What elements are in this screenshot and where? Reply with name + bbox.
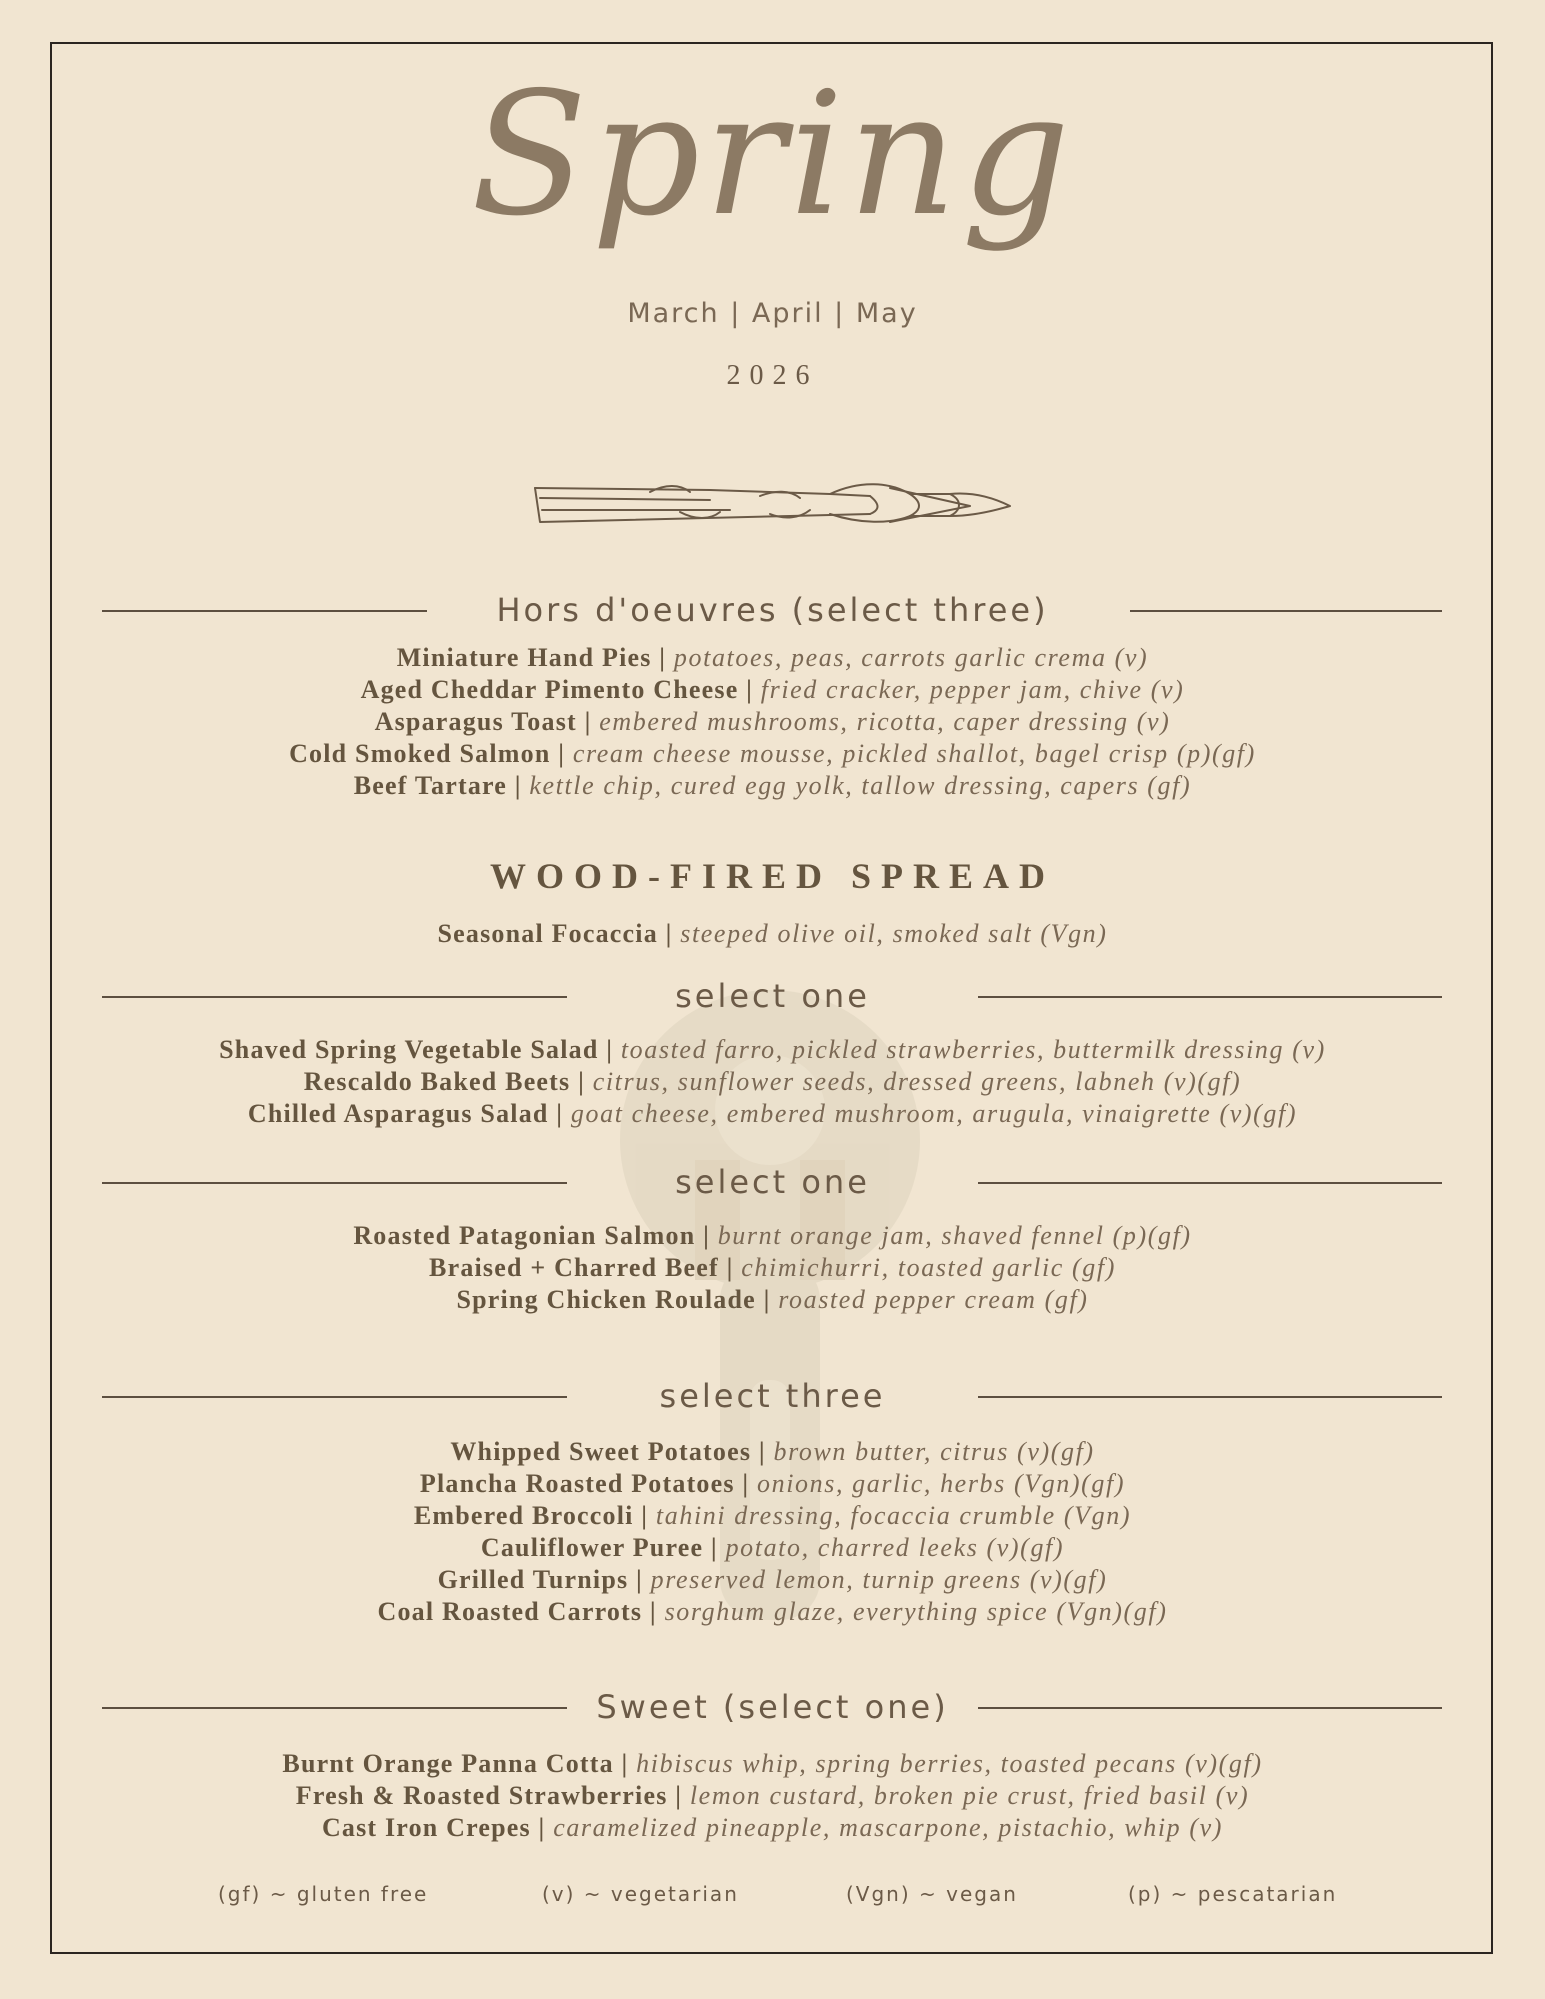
sweet-list (0, 1748, 1545, 1844)
dish-name: Fresh & Roasted Strawberries (295, 1781, 668, 1810)
menu-item (0, 1034, 1545, 1066)
menu-item (0, 706, 1545, 738)
menu-item (0, 1812, 1545, 1844)
menu-item (0, 1066, 1545, 1098)
separator: | (726, 1253, 734, 1282)
dish-name: Cast Iron Crepes (321, 1813, 531, 1842)
menu-item (0, 1436, 1545, 1468)
separator: | (763, 1285, 771, 1314)
section-title: select three (659, 1377, 886, 1415)
menu-item (0, 918, 1545, 950)
separator: | (703, 1221, 710, 1250)
section-title-wood-fired-spread: WOOD-FIRED SPREAD (489, 856, 1055, 896)
separator: | (742, 1469, 750, 1498)
dish-name: Shaved Spring Vegetable Salad (219, 1035, 599, 1064)
dish-name: Cauliflower Puree (480, 1533, 704, 1562)
menu-item (0, 1596, 1545, 1628)
dish-description: cream cheese mousse, pickled shallot, bagel crisp (p)(gf) (572, 739, 1256, 768)
dish-description: chimichurri, toasted garlic (gf) (741, 1253, 1116, 1282)
separator: | (538, 1813, 546, 1842)
dish-description: embered mushrooms, ricotta, caper dressing (v) (599, 707, 1171, 736)
dish-description: sorghum glaze, everything spice (Vgn)(gf) (664, 1597, 1168, 1626)
dish-description: citrus, sunflower seeds, dressed greens, labneh (v)(gf) (592, 1067, 1242, 1096)
dish-description: preserved lemon, turnip greens (v)(gf) (650, 1565, 1108, 1594)
dish-description: caramelized pineapple, mascarpone, pistachio, whip (v) (553, 1813, 1224, 1842)
menu-item (0, 1500, 1545, 1532)
separator: | (675, 1781, 683, 1810)
dish-description: burnt orange jam, shaved fennel (p)(gf) (717, 1221, 1192, 1250)
separator: | (514, 771, 522, 800)
section-header-sweet (0, 1687, 1545, 1727)
menu-item (0, 1564, 1545, 1596)
section-header-mains (0, 1162, 1545, 1202)
menu-item (0, 1532, 1545, 1564)
section-title: select one (675, 1163, 870, 1201)
section-header-hors-doeuvres (0, 590, 1545, 630)
mains-list (0, 1220, 1545, 1316)
hors-doeuvres-list (0, 642, 1545, 802)
dish-name: Aged Cheddar Pimento Cheese (360, 675, 739, 704)
menu-item (0, 770, 1545, 802)
separator: | (621, 1749, 629, 1778)
dish-name: Rescaldo Baked Beets (303, 1067, 571, 1096)
dish-description: kettle chip, cured egg yolk, tallow dressing, capers (gf) (529, 771, 1192, 800)
dish-description: roasted pepper cream (gf) (778, 1285, 1089, 1314)
dish-description: toasted farro, pickled strawberries, buttermilk dressing (v) (620, 1035, 1326, 1064)
dish-name: Burnt Orange Panna Cotta (282, 1749, 614, 1778)
section-header-sides (0, 1376, 1545, 1416)
dish-name: Roasted Patagonian Salmon (353, 1221, 696, 1250)
dish-name: Whipped Sweet Potatoes (450, 1437, 752, 1466)
salads-list (0, 1034, 1545, 1130)
legend-gluten-free: (gf) ~ gluten free (218, 1882, 429, 1906)
separator: | (665, 919, 673, 948)
section-header-salads (0, 976, 1545, 1016)
legend-pescatarian: (p) ~ pescatarian (1128, 1882, 1338, 1906)
section-title: Sweet (select one) (596, 1688, 949, 1726)
separator: | (556, 1099, 564, 1128)
separator: | (641, 1501, 649, 1530)
menu-item (0, 674, 1545, 706)
separator: | (606, 1035, 614, 1064)
menu-item (0, 1468, 1545, 1500)
legend-vegetarian: (v) ~ vegetarian (542, 1882, 739, 1906)
dish-name: Plancha Roasted Potatoes (419, 1469, 735, 1498)
section-title: select one (675, 977, 870, 1015)
dish-name: Braised + Charred Beef (429, 1253, 719, 1282)
menu-item (0, 1748, 1545, 1780)
dish-name: Grilled Turnips (437, 1565, 629, 1594)
menu-item (0, 1780, 1545, 1812)
menu-item (0, 1252, 1545, 1284)
menu-title: Spring (470, 56, 1075, 254)
dish-description: hibiscus whip, spring berries, toasted pecans (v)(gf) (636, 1749, 1263, 1778)
dish-name: Beef Tartare (353, 771, 508, 800)
dish-name: Seasonal Focaccia (437, 919, 658, 948)
menu-item (0, 642, 1545, 674)
menu-item (0, 738, 1545, 770)
dish-name: Asparagus Toast (374, 707, 577, 736)
separator: | (649, 1597, 657, 1626)
dish-description: brown butter, citrus (v)(gf) (773, 1437, 1095, 1466)
sides-list (0, 1436, 1545, 1628)
legend-vegan: (Vgn) ~ vegan (846, 1882, 1018, 1906)
menu-item (0, 1284, 1545, 1316)
dish-name: Cold Smoked Salmon (289, 739, 551, 768)
separator: | (584, 707, 592, 736)
separator: | (558, 739, 566, 768)
separator: | (758, 1437, 766, 1466)
dish-name: Miniature Hand Pies (396, 643, 652, 672)
wood-fired-list (0, 918, 1545, 950)
separator: | (578, 1067, 585, 1096)
dish-description: fried cracker, pepper jam, chive (v) (760, 675, 1185, 704)
dish-description: lemon custard, broken pie crust, fried basil (v) (689, 1781, 1250, 1810)
menu-item (0, 1220, 1545, 1252)
separator: | (710, 1533, 718, 1562)
dish-description: potato, charred leeks (v)(gf) (725, 1533, 1065, 1562)
dish-description: goat cheese, embered mushroom, arugula, vinaigrette (v)(gf) (570, 1099, 1298, 1128)
dish-name: Spring Chicken Roulade (456, 1285, 756, 1314)
dish-name: Embered Broccoli (413, 1501, 634, 1530)
dish-description: onions, garlic, herbs (Vgn)(gf) (757, 1469, 1126, 1498)
section-title: Hors d'oeuvres (select three) (496, 591, 1049, 629)
dish-description: potatoes, peas, carrots garlic crema (v) (673, 643, 1149, 672)
asparagus-illustration-icon (530, 470, 1015, 534)
dish-description: steeped olive oil, smoked salt (Vgn) (680, 919, 1108, 948)
season-months: March | April | May (627, 298, 918, 329)
menu-year: 2026 (726, 360, 819, 391)
dish-description: tahini dressing, focaccia crumble (Vgn) (655, 1501, 1132, 1530)
dish-name: Chilled Asparagus Salad (247, 1099, 549, 1128)
separator: | (746, 675, 754, 704)
menu-item (0, 1098, 1545, 1130)
separator: | (659, 643, 667, 672)
dish-name: Coal Roasted Carrots (377, 1597, 643, 1626)
separator: | (636, 1565, 643, 1594)
